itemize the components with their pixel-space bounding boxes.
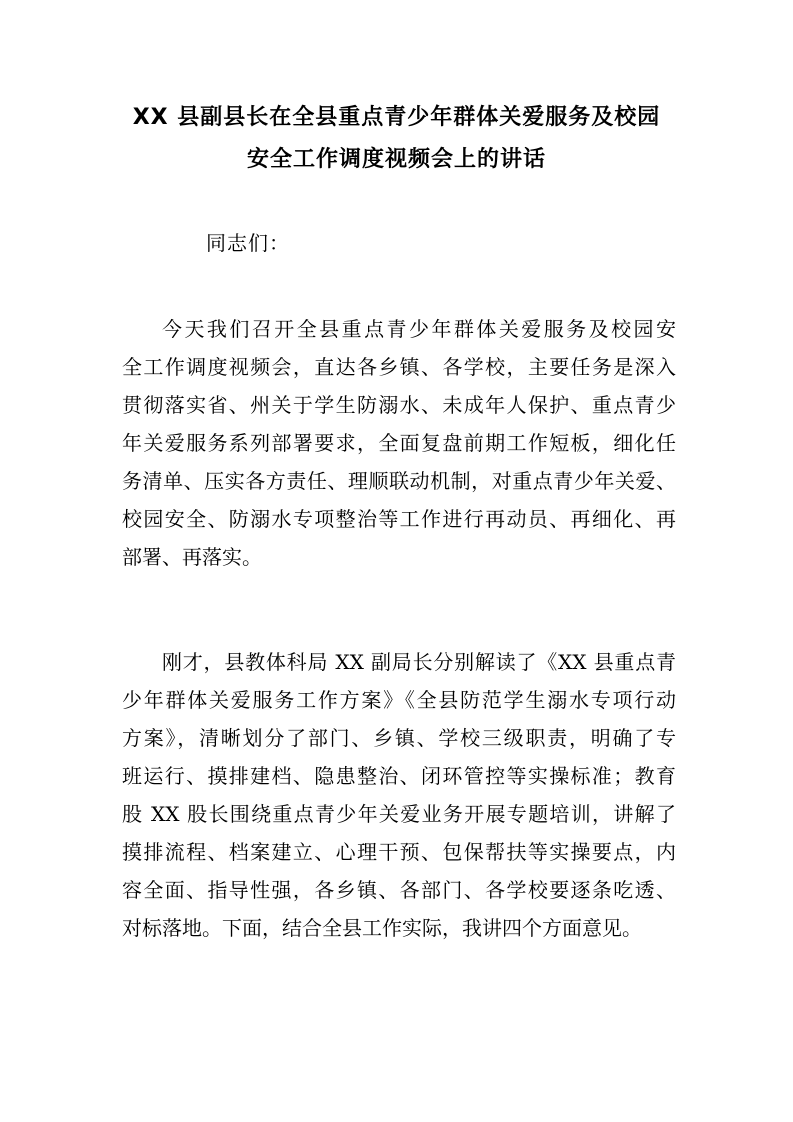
paragraph-line: 班运行、摸排建档、隐患整治、闭环管控等实操标准；教育 [122, 764, 676, 788]
paragraph-line: 今天我们召开全县重点青少年群体关爱服务及校园安 [162, 317, 676, 341]
salutation: 同志们： [206, 231, 290, 255]
paragraph-line: 部署、再落实。 [122, 545, 262, 569]
paragraph-line: 方案》，清晰划分了部门、乡镇、学校三级职责，明确了专 [122, 726, 676, 750]
paragraph-line: 务清单、压实各方责任、理顺联动机制，对重点青少年关爱、 [122, 469, 676, 493]
paragraph-line: 校园安全、防溺水专项整治等工作进行再动员、再细化、再 [122, 507, 676, 531]
document-title-line-1: XX 县副县长在全县重点青少年群体关爱服务及校园 [132, 105, 661, 130]
paragraph-line: 对标落地。下面，结合全县工作实际，我讲四个方面意见。 [122, 916, 642, 940]
paragraph-line: 摸排流程、档案建立、心理干预、包保帮扶等实操要点，内 [122, 840, 676, 864]
paragraph-line: 年关爱服务系列部署要求，全面复盘前期工作短板，细化任 [122, 431, 676, 455]
paragraph-line: 股 XX 股长围绕重点青少年关爱业务开展专题培训，讲解了 [122, 802, 676, 826]
paragraph-line: 少年群体关爱服务工作方案》《全县防范学生溺水专项行动 [122, 688, 676, 712]
document-title-line-2: 安全工作调度视频会上的讲话 [246, 147, 546, 172]
paragraph-line: 刚才，县教体科局 XX 副局长分别解读了《XX 县重点青 [162, 650, 676, 674]
paragraph-line: 贯彻落实省、州关于学生防溺水、未成年人保护、重点青少 [122, 393, 676, 417]
body-paragraph-2 [122, 643, 676, 947]
body-paragraph-1 [122, 310, 676, 576]
paragraph-line: 全工作调度视频会，直达各乡镇、各学校，主要任务是深入 [122, 355, 676, 379]
paragraph-line: 容全面、指导性强，各乡镇、各部门、各学校要逐条吃透、 [122, 878, 676, 902]
